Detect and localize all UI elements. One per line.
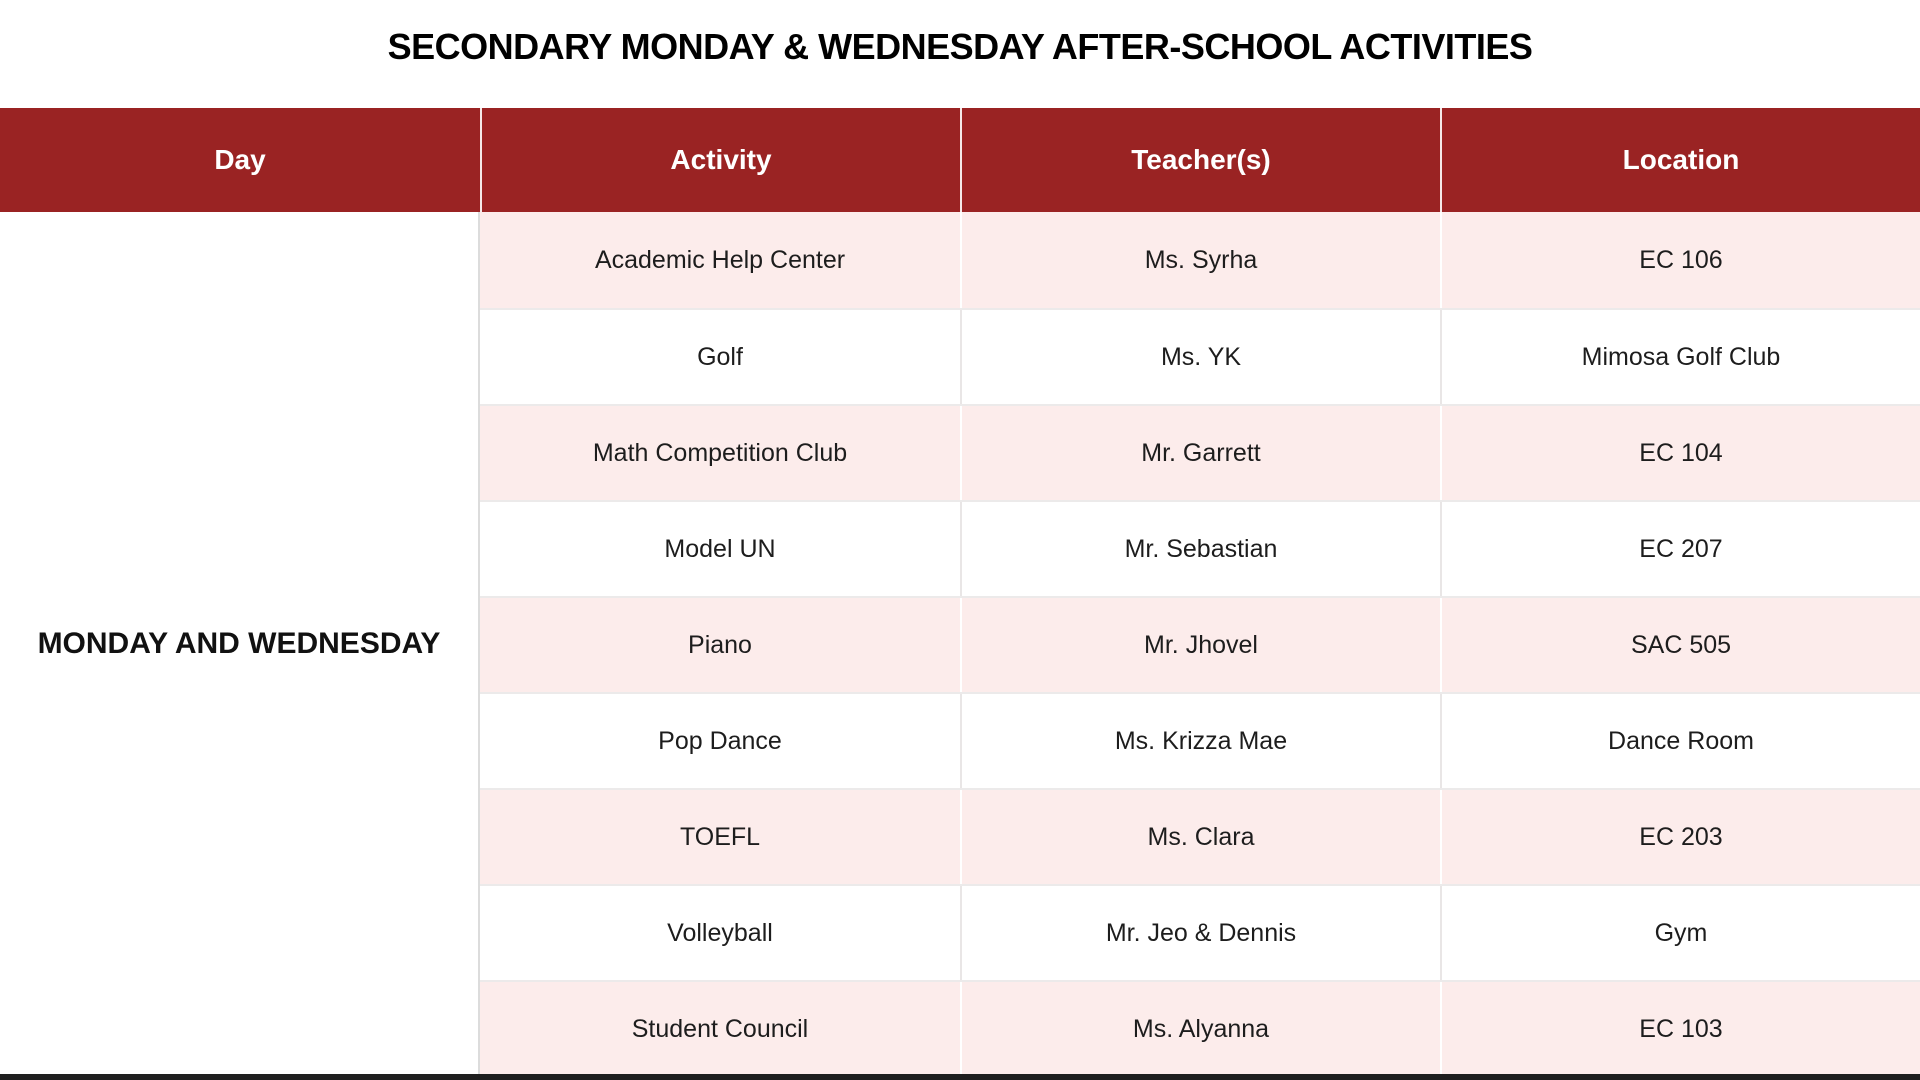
activity-cell: Pop Dance [658,726,782,755]
table-row [480,692,1920,788]
teacher-cell: Mr. Sebastian [960,502,1440,596]
location-cell: EC 203 [1440,790,1920,884]
title-band [0,0,1920,108]
location-cell: EC 103 [1440,982,1920,1076]
location-cell: EC 207 [1440,502,1920,596]
table-rows [480,212,1920,1076]
activity-cell: Math Competition Club [592,438,848,467]
location-cell: Mimosa Golf Club [1440,310,1920,404]
day-cell: MONDAY AND WEDNESDAY [0,212,480,1076]
table-header-row [0,108,1920,212]
teacher-cell: Mr. Jeo & Dennis [960,886,1440,980]
column-header-teachers: Teacher(s) [960,108,1440,212]
location-cell: EC 104 [1440,406,1920,500]
table-row [480,212,1920,308]
location-cell: Dance Room [1440,694,1920,788]
table-row [480,884,1920,980]
teacher-cell: Mr. Garrett [960,406,1440,500]
teacher-cell: Ms. Syrha [960,212,1440,308]
teacher-cell: Mr. Jhovel [960,598,1440,692]
activity-cell: Golf [697,342,743,371]
activities-table [0,108,1920,1076]
teacher-cell: Ms. Clara [960,790,1440,884]
teacher-cell: Ms. YK [960,310,1440,404]
teacher-cell: Ms. Alyanna [960,982,1440,1076]
column-header-location: Location [1440,108,1920,212]
table-row [480,788,1920,884]
location-cell: SAC 505 [1440,598,1920,692]
column-header-activity: Activity [480,108,960,212]
page-title: SECONDARY MONDAY & WEDNESDAY AFTER-SCHOOL ACTIVITIES [387,26,1533,67]
location-cell: Gym [1440,886,1920,980]
table-row [480,404,1920,500]
column-header-day: Day [214,144,266,175]
table-row [480,980,1920,1076]
activity-cell: Academic Help Center [594,245,846,274]
activity-cell: Student Council [631,1014,809,1043]
activity-cell: Model UN [664,534,776,563]
table-body [0,212,1920,1076]
bottom-border [0,1074,1920,1080]
activity-cell: TOEFL [679,822,761,851]
location-cell: EC 106 [1440,212,1920,308]
table-row [480,500,1920,596]
table-row [480,596,1920,692]
teacher-cell: Ms. Krizza Mae [960,694,1440,788]
table-row [480,308,1920,404]
activity-cell: Volleyball [667,918,773,947]
activity-cell: Piano [688,630,752,659]
